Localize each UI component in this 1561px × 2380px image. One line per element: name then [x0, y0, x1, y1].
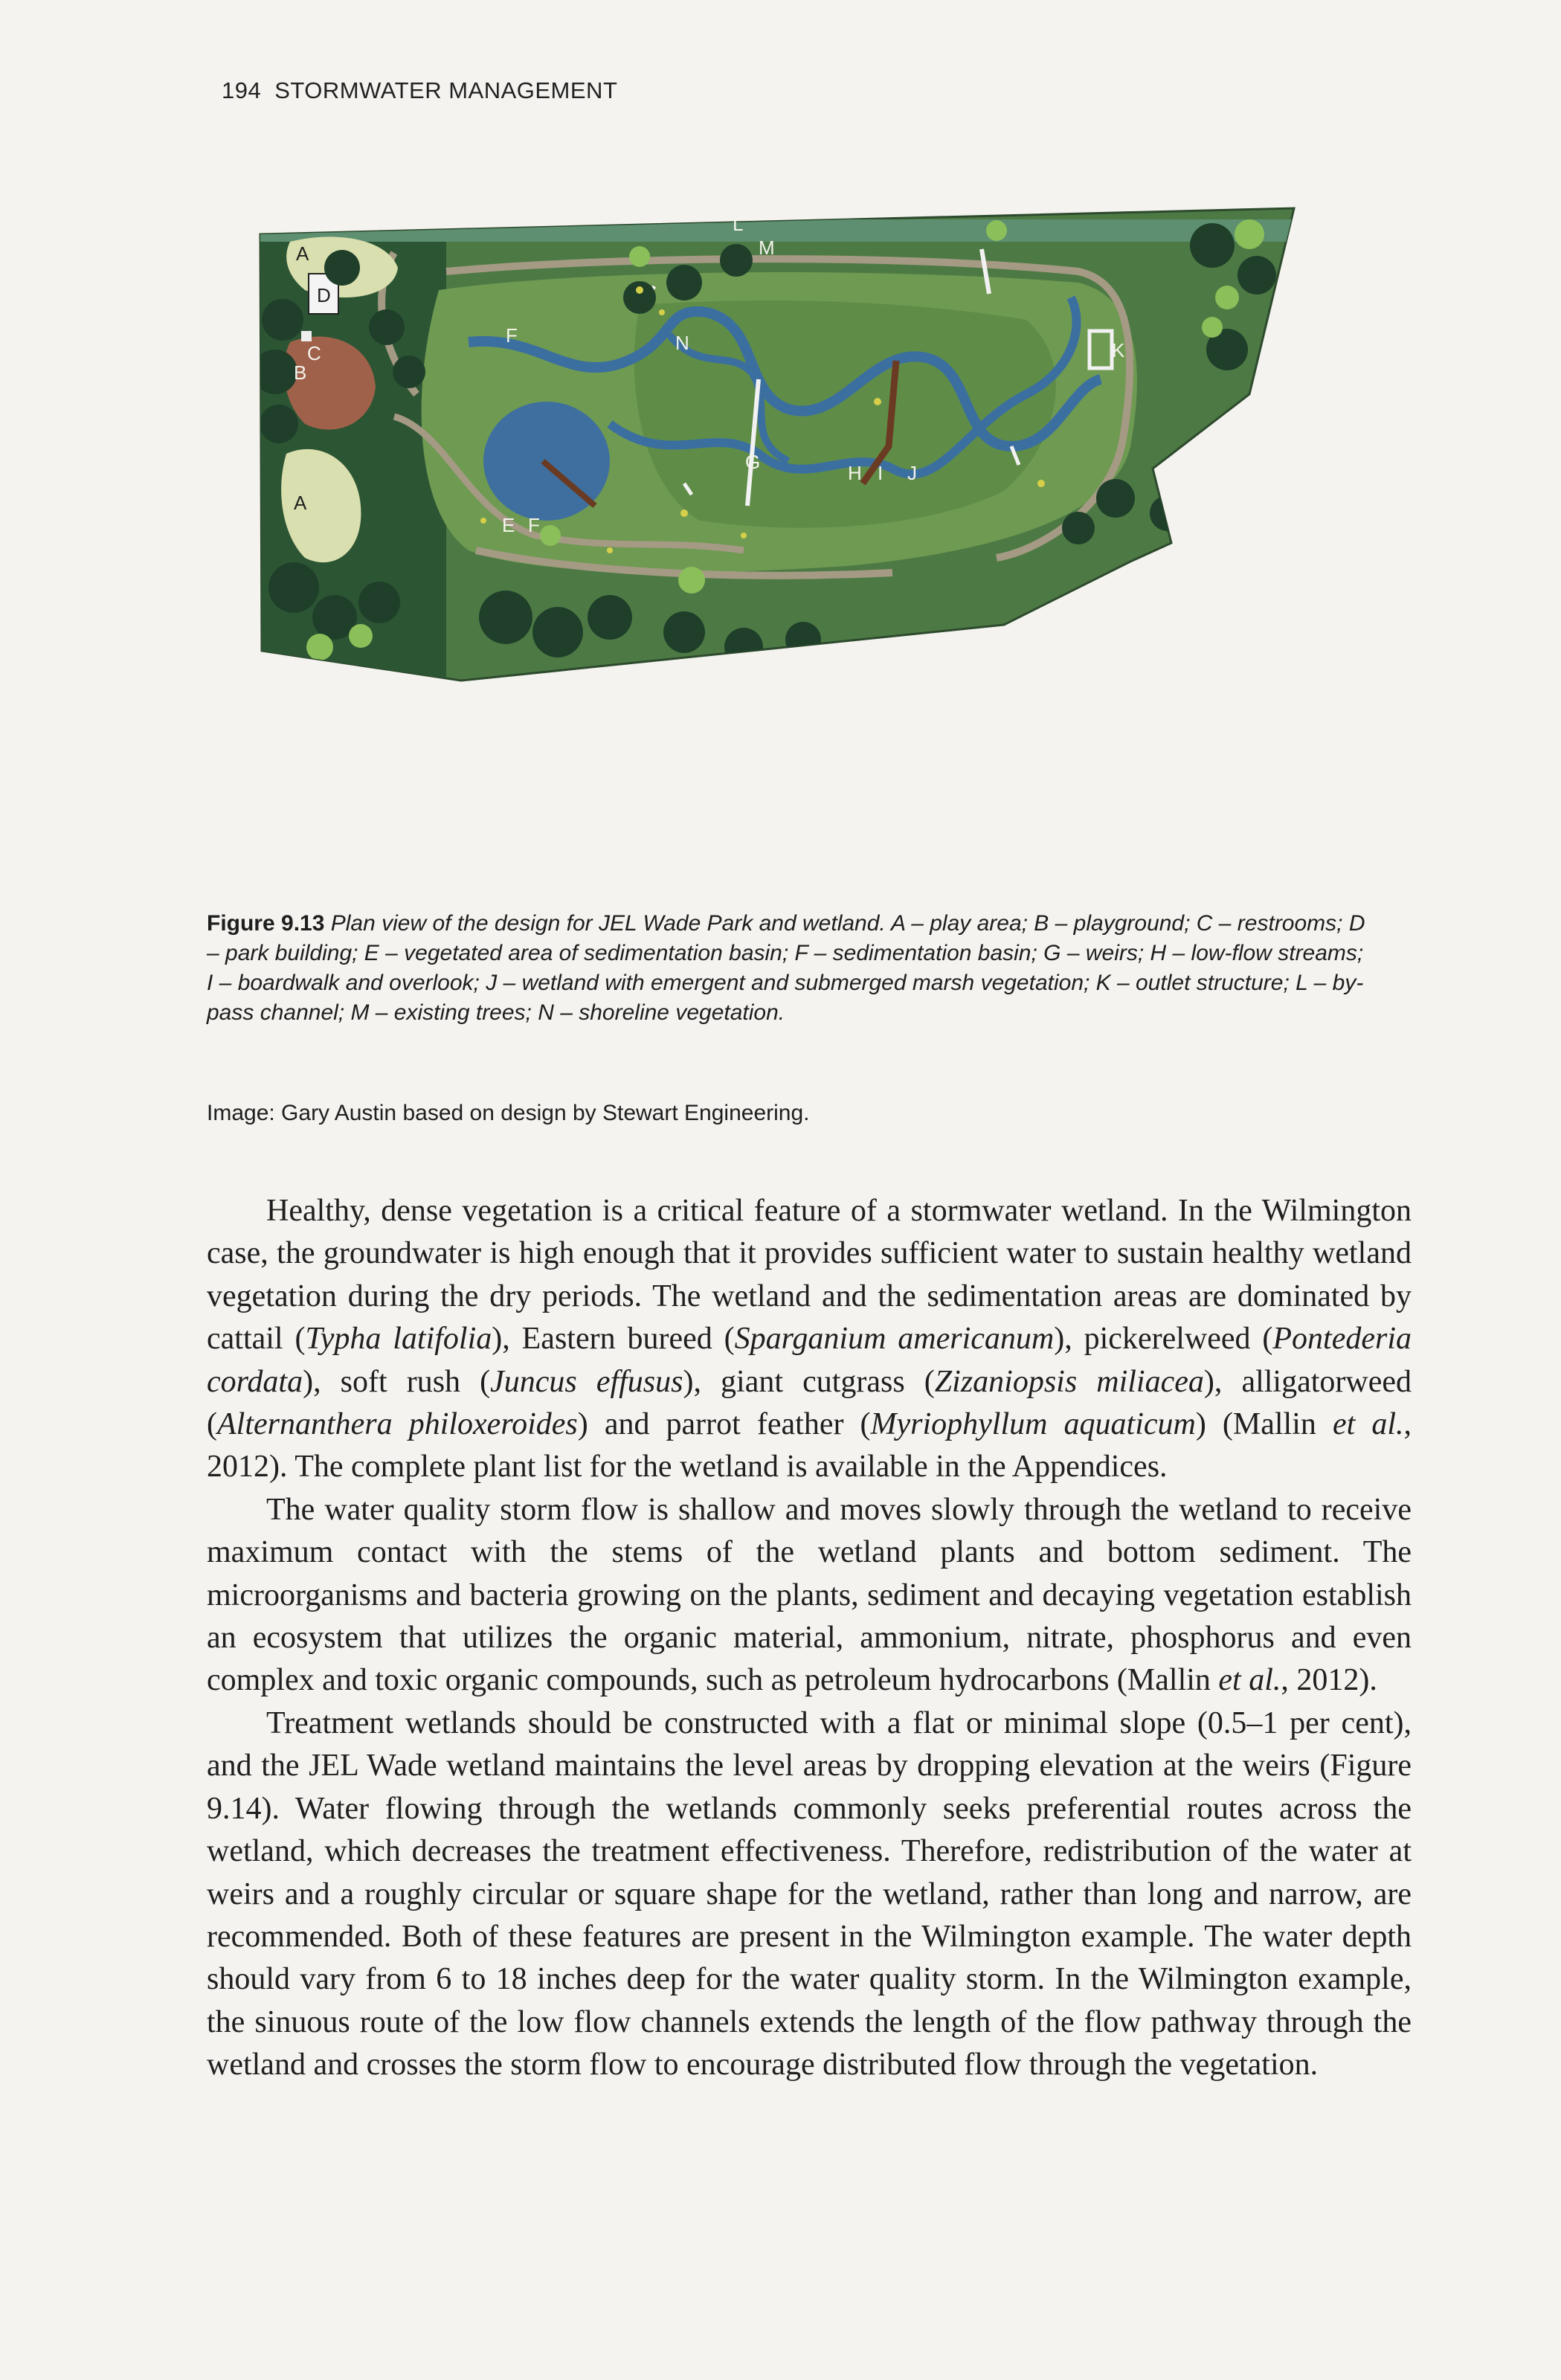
text-run: ), alligatorweed (: [207, 1364, 1412, 1442]
species-name: Zizaniopsis miliacea: [934, 1364, 1204, 1399]
species-name: Alternanthera philoxeroides: [217, 1407, 578, 1442]
image-credit: Image: Gary Austin based on design by Stewart Engineering.: [207, 1101, 810, 1125]
running-head: [222, 77, 617, 104]
species-name: Sparganium americanum: [734, 1322, 1055, 1357]
species-name: Typha latifolia: [305, 1322, 492, 1357]
paragraph-2: [207, 1489, 1412, 1702]
text-run: , 2012). The complete plant list for the wetland is available in the Appendices.: [207, 1407, 1412, 1485]
figure-caption-text: Plan view of the design for JEL Wade Park and wetland. A – play area; B – playground; C – restrooms; D – park building; E – vegetated area of sedimentation basin; F – sedimentation basin; G – weirs; H – low-flow streams; I – boardwalk and overlook; J – wetland with emergent and submerged marsh vegetation; K – outlet structure; L – by-pass channel; M – existing trees; N – shoreline vegetation.: [207, 911, 1365, 1025]
text-run: ), giant cutgrass (: [683, 1364, 935, 1399]
paragraph-1: [207, 1190, 1412, 1489]
text-run: ), Eastern bureed (: [492, 1322, 735, 1357]
running-title: STORMWATER MANAGEMENT: [274, 77, 618, 103]
map-label-i: I: [878, 462, 884, 484]
map-label-d: D: [317, 284, 331, 306]
species-name: Juncus effusus: [490, 1364, 683, 1399]
map-label-b: B: [294, 361, 307, 384]
bypass-channel: [253, 219, 1309, 242]
restrooms: [301, 331, 312, 341]
site-plan-figure: [223, 201, 1316, 892]
paragraph-3: Treatment wetlands should be constructed with a flat or minimal slope (0.5–1 per cent), and the JEL Wade wetland maintains the level areas by dropping elevation at the weirs (Figure 9.14). Water flowing through the wetlands commonly seeks preferential routes across the wetland, which decreases the treatment effectiveness. Therefore, redistribution of the water at weirs and a roughly circular or square shape for the wetland, rather than long and narrow, are recommended. Both of these features are present in the Wilmington example. The water depth should vary from 6 to 18 inches deep for the water quality storm. In the Wilmington example, the sinuous route of the low flow channels extends the length of the flow pathway through the wetland and crosses the storm flow to encourage distributed flow through the vegetation.: [207, 1705, 1412, 2082]
map-label-h: H: [848, 462, 862, 484]
text-run: The water quality storm flow is shallow and moves slowly through the wetland to receive maximum contact with the stems of the wetland plants and bottom sediment. The microorganisms and bacteria growing on the plants, sediment and decaying vegetation establish an ecosystem that utilizes the organic material, ammonium, nitrate, phosphorus and even complex and toxic organic compounds, such as petroleum hydrocarbons (Mallin: [207, 1492, 1412, 1698]
map-label-g: G: [745, 451, 761, 473]
citation-et-al: et al.: [1218, 1663, 1281, 1698]
map-label-f-2: F: [506, 324, 518, 347]
page-number: 194: [222, 77, 262, 103]
text-run: ) and parrot feather (: [577, 1407, 871, 1442]
map-label-m: M: [759, 237, 775, 259]
species-name: Myriophyllum aquaticum: [870, 1407, 1196, 1442]
text-run: ), pickerelweed (: [1054, 1322, 1273, 1357]
map-label-a-2: A: [294, 492, 307, 514]
map-label-a: A: [296, 242, 309, 265]
map-label-f: F: [528, 514, 540, 536]
text-run: Healthy, dense vegetation is a critical feature of a stormwater wetland. In the Wilmington case, the groundwater is high enough that it provides sufficient water to sustain healthy wetland vegetation during the dry periods. The wetland and the sedimentation areas are dominated by cattail (: [207, 1194, 1412, 1357]
text-run: ), soft rush (: [303, 1364, 491, 1399]
text-run: ) (Mallin: [1195, 1407, 1333, 1442]
map-label-j: J: [907, 462, 917, 484]
map-label-k: K: [1112, 339, 1125, 361]
map-label-n: N: [675, 332, 689, 354]
site-plan-illustration: [223, 201, 1316, 892]
figure-caption: [207, 909, 1367, 1028]
map-label-c: C: [307, 342, 321, 364]
figure-label: Figure 9.13: [207, 911, 325, 936]
map-label-e: E: [502, 514, 515, 536]
body-text: [207, 1190, 1412, 2087]
text-run: , 2012).: [1281, 1663, 1377, 1698]
species-name: Pontederia cordata: [207, 1322, 1412, 1399]
citation-et-al: et al.: [1332, 1407, 1404, 1442]
map-label-l: L: [733, 213, 744, 235]
